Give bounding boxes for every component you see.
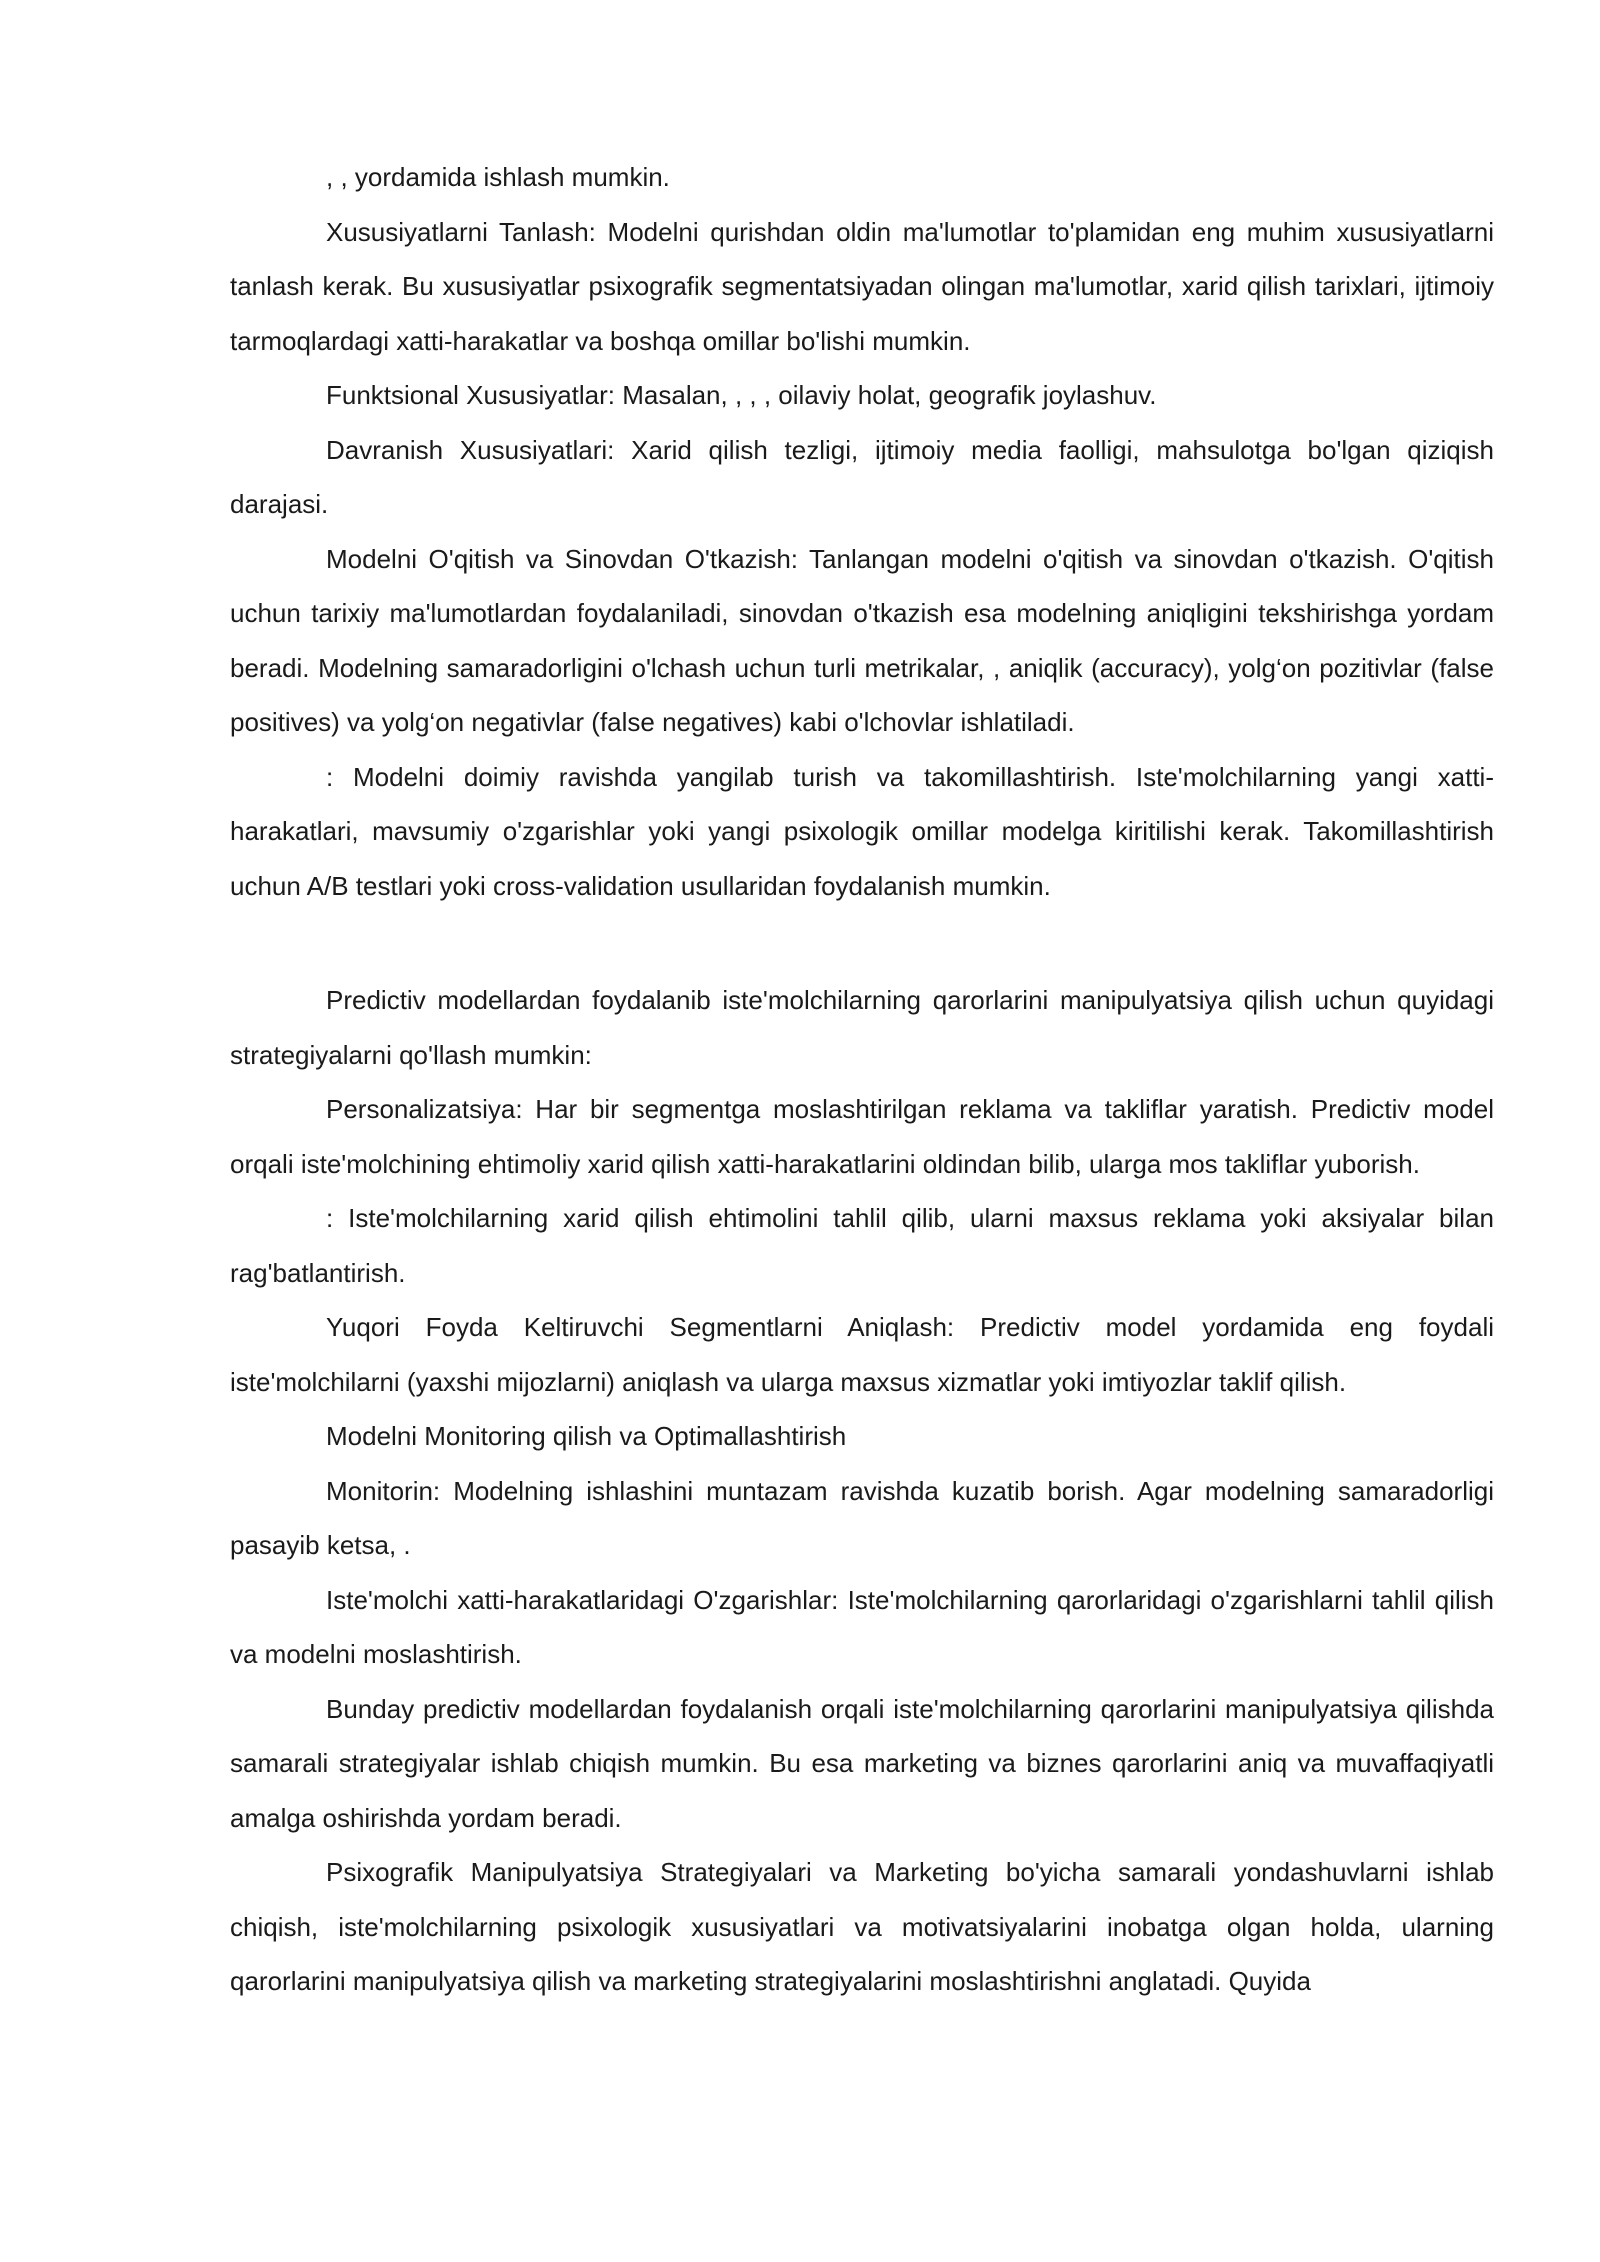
paragraph-behavioral-features: Davranish Xususiyatlari: Xarid qilish tezligi, ijtimoiy media faolligi, mahsulotga bo'lgan qiziqish darajasi. [230, 434, 1494, 519]
paragraph-monitoring-heading: Modelni Monitoring qilish va Optimallashtirish [326, 1421, 847, 1451]
paragraph-tools-note: , , yordamida ishlash mumkin. [326, 162, 670, 192]
document-page [230, 150, 1494, 2009]
paragraph-monitoring: Monitorin: Modelning ishlashini muntazam ravishda kuzatib borish. Agar modelning samaradorligi pasayib ketsa, . [230, 1475, 1494, 1560]
paragraph-model-training: Modelni O'qitish va Sinovdan O'tkazish: Tanlangan modelni o'qitish va sinovdan o'tkazish. O'qitish uchun tarixiy ma'lumotlardan foydalaniladi, sinovdan o'tkazish esa modelning aniqligini tekshirishga yordam beradi. Modelning samaradorligini o'lchash uchun turli metrikalar, , aniqlik (accuracy), yolg‘on pozitivlar (false positives) va yolg‘on negativlar (false negatives) kabi o'lchovlar ishlatiladi. [230, 543, 1494, 737]
paragraph-strategies-intro: Predictiv modellardan foydalanib iste'molchilarning qarorlarini manipulyatsiya qilish uchun quyidagi strategiyalarni qo'llash mumkin: [230, 985, 1494, 1070]
paragraph-functional-features: Funktsional Xususiyatlar: Masalan, , , , oilaviy holat, geografik joylashuv. [326, 380, 1157, 410]
paragraph-high-value-segments: Yuqori Foyda Keltiruvchi Segmentlarni Aniqlash: Predictiv model yordamida eng foydali iste'molchilarni (yaxshi mijozlarni) aniqlash va ularga maxsus xizmatlar yoki imtiyozlar taklif qilish. [230, 1312, 1494, 1397]
paragraph-conclusion: Bunday predictiv modellardan foydalanish orqali iste'molchilarning qarorlarini manipulyatsiya qilishda samarali strategiyalar ishlab chiqish mumkin. Bu esa marketing va biznes qarorlarini aniq va muvaffaqiyatli amalga oshirishda yordam beradi. [230, 1693, 1494, 1833]
paragraph-personalization: Personalizatsiya: Har bir segmentga moslashtirilgan reklama va takliflar yaratish. Predictiv model orqali iste'molchining ehtimoliy xarid qilish xatti-harakatlarini oldindan bilib, ularga mos takliflar yuborish. [230, 1094, 1494, 1179]
paragraph-model-updating: : Modelni doimiy ravishda yangilab turish va takomillashtirish. Iste'molchilarning yangi xatti-harakatlari, mavsumiy o'zgarishlar yoki yangi psixologik omillar modelga kiritilishi kerak. Takomillashtirish uchun A/B testlari yoki cross-validation usullaridan foydalanish mumkin. [230, 761, 1494, 901]
paragraph-feature-selection: Xususiyatlarni Tanlash: Modelni qurishdan oldin ma'lumotlar to'plamidan eng muhim xususiyatlarni tanlash kerak. Bu xususiyatlar psixografik segmentatsiyadan olingan ma'lumotlar, xarid qilish tarixlari, ijtimoiy tarmoqlardagi xatti-harakatlar va boshqa omillar bo'lishi mumkin. [230, 216, 1494, 356]
paragraph-psychographic-strategies: Psixografik Manipulyatsiya Strategiyalari va Marketing bo'yicha samarali yondashuvlarni ishlab chiqish, iste'molchilarning psixologik xususiyatlari va motivatsiyalarini inobatga olgan holda, ularning qarorlarini manipulyatsiya qilish va marketing strategiyalarini moslashtirishni anglatadi. Quyida [230, 1857, 1494, 1996]
paragraph-behavior-changes: Iste'molchi xatti-harakatlaridagi O'zgarishlar: Iste'molchilarning qarorlaridagi o'zgarishlarni tahlil qilish va modelni moslashtirish. [230, 1584, 1494, 1669]
paragraph-purchase-probability: : Iste'molchilarning xarid qilish ehtimolini tahlil qilib, ularni maxsus reklama yoki aksiyalar bilan rag'batlantirish. [230, 1203, 1494, 1288]
